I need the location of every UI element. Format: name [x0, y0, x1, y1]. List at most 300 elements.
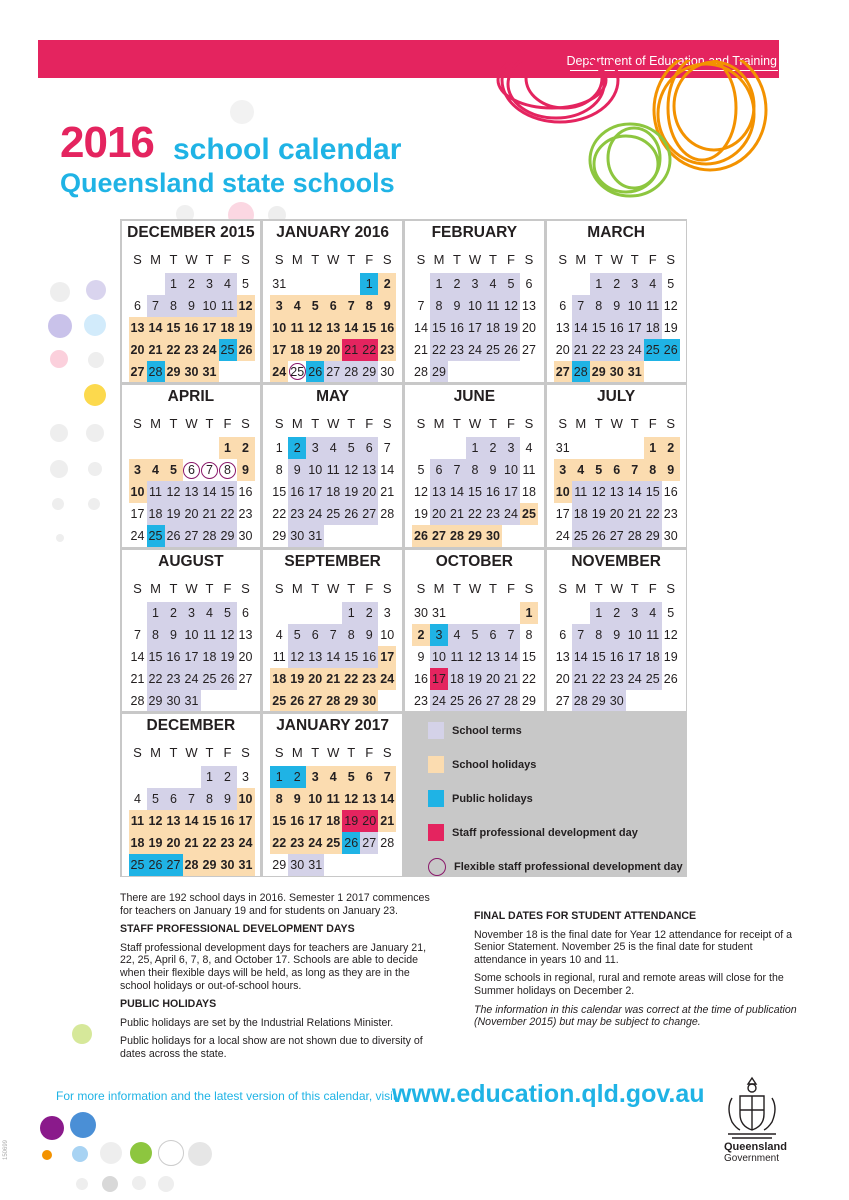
- dot: [52, 498, 64, 510]
- day-cell: [147, 317, 165, 339]
- day-cell: [219, 317, 237, 339]
- day-cell: [129, 459, 147, 481]
- legend-swatch-public: [428, 790, 444, 807]
- day-number: 8: [435, 298, 443, 313]
- day-number: 28: [380, 836, 395, 850]
- day-cell: [448, 481, 466, 503]
- month-name: OCTOBER: [435, 552, 513, 570]
- weekday-label: F: [507, 416, 515, 431]
- day-cell: [412, 361, 430, 383]
- day-cell: [360, 361, 378, 383]
- dot: [56, 534, 64, 542]
- day-number: 1: [170, 276, 177, 291]
- day-number: 10: [202, 298, 217, 313]
- day-cell: [360, 854, 378, 876]
- day-cell: [129, 690, 147, 712]
- day-cell: [430, 295, 448, 317]
- day-cell: [662, 273, 680, 295]
- day-number: 7: [417, 298, 425, 313]
- day-cell: [520, 690, 538, 712]
- weekday-label: T: [347, 416, 356, 431]
- day-cell: [147, 668, 165, 690]
- day-number: 6: [613, 463, 621, 477]
- day-number: 25: [522, 507, 536, 521]
- day-number: 27: [555, 364, 570, 379]
- day-cell: [644, 481, 662, 503]
- weekday-label: M: [575, 416, 587, 431]
- day-number: 6: [311, 627, 319, 642]
- day-cell: [590, 339, 608, 361]
- day-number: 17: [504, 485, 518, 499]
- day-cell: [466, 503, 484, 525]
- day-number: 31: [555, 441, 570, 455]
- day-cell: [378, 624, 396, 646]
- weekday-label: S: [382, 580, 392, 596]
- day-cell: [165, 624, 183, 646]
- weekday-label: T: [630, 251, 639, 267]
- day-cell: [237, 503, 255, 525]
- day-number: 7: [631, 463, 639, 477]
- day-cell: [201, 503, 219, 525]
- day-number: 27: [362, 836, 377, 850]
- info-left-column: [120, 892, 430, 1067]
- day-number: 27: [166, 858, 181, 872]
- weekday-header: [129, 252, 257, 267]
- day-cell: [484, 525, 502, 547]
- day-number: 30: [290, 858, 305, 872]
- day-number: 20: [362, 814, 377, 828]
- day-cell: [342, 854, 360, 876]
- day-number: 12: [663, 627, 678, 642]
- day-number: 3: [631, 605, 639, 620]
- day-cell: [484, 273, 502, 295]
- dot: [158, 1140, 184, 1166]
- day-number: 13: [432, 485, 446, 499]
- day-number: 3: [275, 298, 283, 313]
- day-grid: [554, 602, 680, 712]
- day-cell: [502, 668, 520, 690]
- day-cell: [484, 339, 502, 361]
- day-cell: [608, 481, 626, 503]
- day-cell: [219, 295, 237, 317]
- final-dates-text-1: November 18 is the final date for Year 12 attendance for receipt of a Senior Statement. November 25 is the final date for student attendance in years 10 and 11.: [474, 928, 793, 966]
- day-number: 7: [329, 627, 337, 642]
- day-number: 15: [468, 485, 482, 499]
- day-number: 4: [152, 463, 159, 477]
- day-cell: [306, 525, 324, 547]
- day-number: 28: [184, 858, 199, 872]
- weekday-label: T: [453, 580, 461, 596]
- day-cell: [237, 668, 255, 690]
- day-number: 16: [609, 320, 624, 335]
- weekday-label: S: [274, 580, 284, 596]
- day-cell: [378, 810, 396, 832]
- day-cell: [165, 854, 183, 876]
- day-number: 20: [609, 507, 624, 521]
- day-cell: [412, 646, 430, 668]
- day-number: 25: [645, 342, 660, 357]
- day-number: 27: [238, 671, 253, 686]
- day-number: 24: [380, 671, 395, 686]
- day-grid: [554, 273, 680, 383]
- day-cell: [129, 832, 147, 854]
- day-number: 18: [450, 671, 464, 686]
- empty-cell: [547, 714, 686, 876]
- day-number: 5: [667, 605, 675, 620]
- day-cell: [412, 459, 430, 481]
- day-cell: [165, 646, 183, 668]
- day-number: 19: [148, 836, 163, 850]
- day-cell: [129, 361, 147, 383]
- day-cell: [165, 459, 183, 481]
- day-number: 10: [504, 463, 518, 477]
- month-block: [122, 714, 261, 876]
- day-cell: [270, 668, 288, 690]
- day-cell: [412, 339, 430, 361]
- day-number: 8: [471, 463, 479, 477]
- day-number: 11: [326, 463, 340, 477]
- weekday-label: T: [205, 416, 214, 431]
- day-number: 16: [220, 814, 235, 828]
- day-number: 20: [238, 649, 253, 664]
- day-number: 18: [326, 485, 341, 499]
- weekday-label: S: [241, 416, 250, 431]
- day-cell: [270, 854, 288, 876]
- day-number: 20: [326, 342, 341, 357]
- day-number: 25: [130, 858, 145, 872]
- day-number: 20: [486, 671, 500, 686]
- day-cell: [484, 602, 502, 624]
- weekday-header: [412, 581, 540, 596]
- day-cell: [448, 668, 466, 690]
- day-cell: [430, 437, 448, 459]
- day-cell: [554, 273, 572, 295]
- day-cell: [219, 810, 237, 832]
- day-cell: [270, 437, 288, 459]
- legend-item-school-holidays: [428, 756, 536, 773]
- day-cell: [324, 295, 342, 317]
- day-cell: [520, 437, 538, 459]
- day-number: 9: [293, 792, 301, 806]
- day-cell: [360, 525, 378, 547]
- day-number: 1: [224, 441, 231, 455]
- title-year: 2016: [60, 118, 154, 167]
- day-number: 2: [453, 276, 461, 291]
- day-number: 1: [206, 770, 213, 784]
- dot: [70, 1112, 96, 1138]
- intro-text: There are 192 school days in 2016. Semester 1 2017 commences for teachers on January 19 and for students on January 23.: [120, 892, 430, 917]
- day-number: 7: [577, 627, 585, 642]
- weekday-label: M: [291, 745, 303, 760]
- day-number: 11: [326, 792, 340, 806]
- day-cell: [183, 317, 201, 339]
- weekday-label: S: [382, 416, 392, 431]
- day-cell: [201, 459, 219, 481]
- weekday-label: T: [311, 251, 320, 267]
- day-number: 29: [362, 364, 377, 379]
- dot: [50, 424, 68, 442]
- day-number: 22: [344, 671, 359, 686]
- month-block: [263, 385, 402, 547]
- month-name: SEPTEMBER: [284, 552, 381, 570]
- day-number: 16: [290, 814, 305, 828]
- day-number: 9: [383, 298, 391, 313]
- day-cell: [626, 295, 644, 317]
- day-cell: [183, 361, 201, 383]
- day-number: 9: [453, 298, 461, 313]
- day-cell: [644, 459, 662, 481]
- day-cell: [412, 624, 430, 646]
- day-cell: [219, 788, 237, 810]
- day-number: 3: [559, 463, 567, 477]
- weekday-label: F: [223, 251, 232, 267]
- day-cell: [590, 317, 608, 339]
- day-cell: [572, 317, 590, 339]
- day-cell: [572, 525, 590, 547]
- day-cell: [342, 339, 360, 361]
- day-cell: [219, 361, 237, 383]
- day-number: 14: [130, 649, 145, 664]
- weekday-label: F: [507, 251, 515, 267]
- day-number: 22: [591, 671, 606, 686]
- day-cell: [360, 624, 378, 646]
- day-cell: [219, 273, 237, 295]
- day-number: 17: [555, 507, 570, 521]
- weekday-header: [270, 581, 398, 596]
- day-cell: [554, 339, 572, 361]
- day-number: 4: [224, 276, 231, 291]
- day-number: 11: [450, 649, 464, 664]
- day-cell: [270, 810, 288, 832]
- day-number: 4: [329, 770, 337, 784]
- day-number: 15: [432, 320, 446, 335]
- day-cell: [324, 624, 342, 646]
- day-cell: [430, 624, 448, 646]
- day-number: 14: [184, 814, 199, 828]
- day-number: 5: [347, 441, 355, 455]
- day-number: 13: [326, 320, 341, 335]
- day-number: 8: [275, 792, 283, 806]
- weekday-header: [554, 252, 682, 267]
- day-number: 6: [559, 298, 567, 313]
- day-number: 24: [130, 529, 145, 543]
- day-cell: [147, 832, 165, 854]
- footer-info-text: For more information and the latest version of this calendar, visit: [56, 1089, 397, 1103]
- day-cell: [378, 668, 396, 690]
- day-cell: [219, 624, 237, 646]
- day-cell: [147, 481, 165, 503]
- day-number: 7: [507, 627, 515, 642]
- day-cell: [183, 525, 201, 547]
- day-cell: [237, 361, 255, 383]
- final-dates-text-2: Some schools in regional, rural and remote areas will close for the Summer holidays on December 2.: [474, 972, 784, 997]
- day-cell: [360, 481, 378, 503]
- weekday-label: S: [274, 416, 284, 431]
- day-number: 20: [362, 485, 377, 499]
- day-cell: [554, 690, 572, 712]
- day-cell: [644, 668, 662, 690]
- weekday-header: [412, 416, 540, 431]
- day-number: 21: [450, 507, 464, 521]
- day-cell: [129, 788, 147, 810]
- day-cell: [466, 339, 484, 361]
- day-cell: [342, 525, 360, 547]
- dot: [132, 1176, 146, 1190]
- day-cell: [502, 525, 520, 547]
- footer-url-link[interactable]: www.education.qld.gov.au: [392, 1080, 705, 1108]
- weekday-label: T: [169, 745, 178, 760]
- day-cell: [219, 668, 237, 690]
- day-number: 2: [170, 605, 177, 620]
- day-number: 23: [238, 507, 253, 521]
- day-cell: [147, 624, 165, 646]
- day-number: 18: [130, 836, 145, 850]
- day-cell: [147, 273, 165, 295]
- weekday-header: [129, 581, 257, 596]
- day-cell: [554, 481, 572, 503]
- day-cell: [608, 646, 626, 668]
- day-number: 8: [595, 627, 603, 642]
- weekday-label: F: [365, 745, 374, 760]
- day-cell: [147, 503, 165, 525]
- day-number: 10: [555, 485, 570, 499]
- day-cell: [644, 646, 662, 668]
- month-name: MAY: [316, 388, 350, 405]
- day-cell: [306, 788, 324, 810]
- day-cell: [288, 810, 306, 832]
- day-cell: [430, 339, 448, 361]
- month-name: AUGUST: [158, 552, 224, 570]
- weekday-label: S: [558, 580, 568, 596]
- day-cell: [165, 273, 183, 295]
- weekday-label: W: [468, 580, 482, 596]
- day-cell: [147, 295, 165, 317]
- day-number: 15: [220, 485, 235, 499]
- day-number: 21: [184, 836, 199, 850]
- legend-label: Flexible staff professional development day: [454, 861, 683, 873]
- day-cell: [520, 624, 538, 646]
- day-cell: [201, 854, 219, 876]
- day-number: 25: [220, 342, 235, 357]
- day-cell: [183, 690, 201, 712]
- day-cell: [201, 317, 219, 339]
- day-cell: [342, 810, 360, 832]
- day-number: 10: [432, 649, 446, 664]
- day-number: 15: [148, 649, 163, 664]
- day-cell: [342, 690, 360, 712]
- government-name: Queensland: [724, 1141, 787, 1153]
- day-cell: [626, 602, 644, 624]
- day-number: 24: [308, 836, 323, 850]
- day-cell: [608, 690, 626, 712]
- legend-item-school-terms: [428, 722, 522, 739]
- day-grid: [270, 766, 396, 876]
- day-cell: [219, 437, 237, 459]
- day-cell: [662, 481, 680, 503]
- day-cell: [520, 481, 538, 503]
- day-number: 15: [645, 485, 660, 499]
- weekday-label: W: [185, 580, 198, 596]
- weekday-label: S: [524, 416, 534, 431]
- day-number: 9: [188, 298, 195, 313]
- day-cell: [412, 317, 430, 339]
- day-cell: [165, 766, 183, 788]
- weekday-label: S: [416, 251, 426, 267]
- weekday-label: T: [347, 745, 356, 760]
- day-cell: [484, 646, 502, 668]
- weekday-label: T: [347, 251, 356, 267]
- day-number: 2: [242, 441, 249, 455]
- day-number: 14: [504, 649, 518, 664]
- weekday-label: T: [169, 251, 178, 267]
- day-number: 17: [380, 649, 395, 664]
- weekday-label: F: [507, 580, 515, 596]
- day-number: 29: [202, 858, 217, 872]
- weekday-label: W: [610, 251, 623, 267]
- day-number: 26: [290, 693, 305, 708]
- day-cell: [183, 624, 201, 646]
- day-cell: [237, 646, 255, 668]
- weekday-header: [270, 745, 398, 760]
- day-number: 8: [525, 627, 533, 642]
- day-number: 28: [627, 529, 642, 543]
- day-cell: [237, 766, 255, 788]
- day-number: 21: [380, 485, 395, 499]
- day-cell: [608, 339, 626, 361]
- day-cell: [201, 295, 219, 317]
- dot: [72, 1146, 88, 1162]
- day-number: 3: [435, 627, 443, 642]
- day-number: 12: [166, 485, 181, 499]
- day-number: 1: [595, 276, 603, 291]
- day-number: 30: [166, 693, 181, 708]
- dot: [50, 350, 68, 368]
- day-number: 19: [663, 649, 678, 664]
- day-cell: [219, 503, 237, 525]
- day-cell: [360, 810, 378, 832]
- day-number: 30: [486, 529, 500, 543]
- dot: [84, 384, 106, 406]
- day-cell: [165, 339, 183, 361]
- day-number: 2: [667, 441, 675, 455]
- day-number: 11: [646, 627, 660, 642]
- day-cell: [554, 624, 572, 646]
- day-cell: [378, 788, 396, 810]
- day-cell: [572, 646, 590, 668]
- day-number: 25: [326, 507, 341, 521]
- day-cell: [270, 525, 288, 547]
- weekday-label: F: [223, 580, 232, 596]
- day-number: 9: [365, 627, 373, 642]
- weekday-label: T: [630, 416, 639, 431]
- day-cell: [270, 481, 288, 503]
- weekday-label: T: [453, 416, 461, 431]
- day-cell: [662, 295, 680, 317]
- day-cell: [183, 788, 201, 810]
- day-cell: [378, 295, 396, 317]
- day-cell: [288, 295, 306, 317]
- day-number: 2: [293, 441, 301, 455]
- day-number: 25: [450, 693, 464, 708]
- day-cell: [201, 766, 219, 788]
- day-cell: [466, 481, 484, 503]
- day-grid: [129, 602, 255, 712]
- dot: [188, 1142, 212, 1166]
- day-number: 24: [627, 671, 642, 686]
- day-number: 13: [362, 792, 377, 806]
- day-cell: [201, 832, 219, 854]
- day-number: 14: [573, 320, 588, 335]
